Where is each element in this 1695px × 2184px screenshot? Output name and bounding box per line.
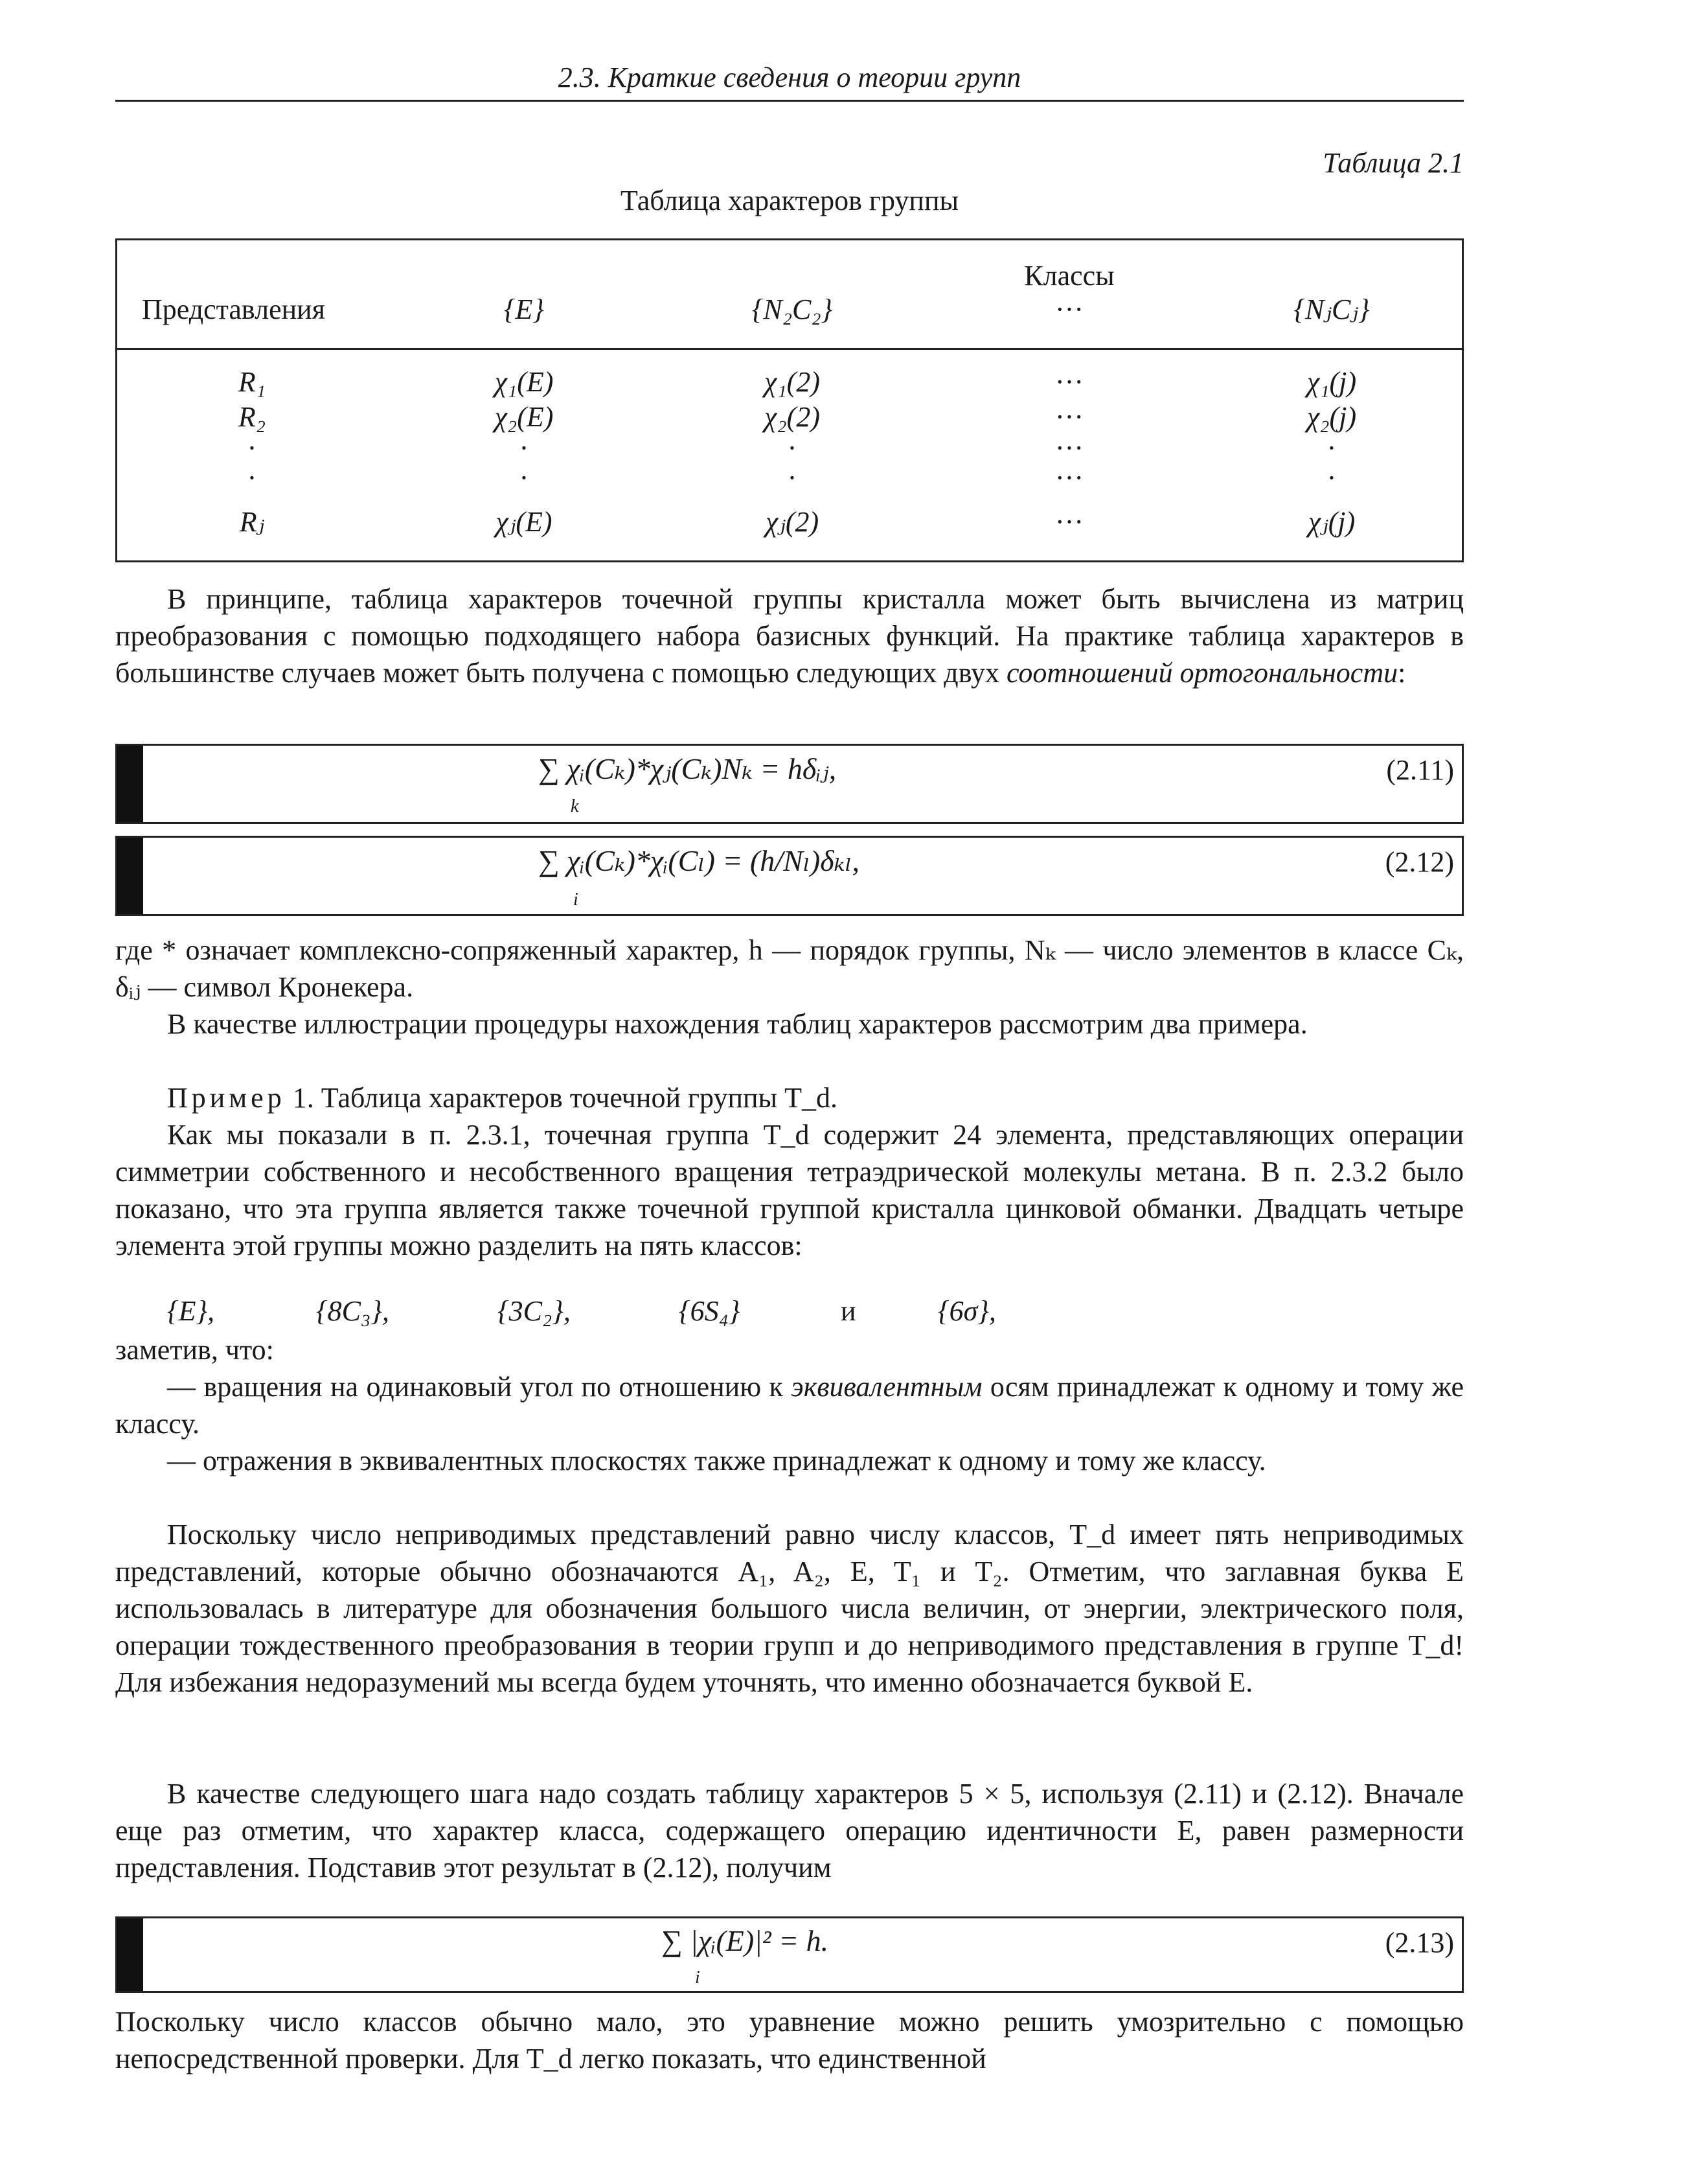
table-cell: · xyxy=(519,462,529,494)
equation-body: ∑ χᵢ(Cₖ)*χᵢ(Cₗ) = (h/Nₗ)δₖₗ, xyxy=(538,844,860,877)
table-cell: χ₂(2) xyxy=(764,401,820,433)
equation-number: (2.13) xyxy=(1385,1927,1454,1959)
paragraph-illustration: В качестве иллюстрации процедуры нахождения таблиц характеров рассмотрим два примера. xyxy=(167,1008,1308,1040)
equation-2-11 xyxy=(115,744,1464,824)
table-cell: ··· xyxy=(1055,366,1084,398)
table-cell: χ₂(E) xyxy=(494,401,554,433)
example-label: Пример xyxy=(167,1082,286,1114)
running-title: 2.3. Краткие сведения о теории групп xyxy=(558,62,1021,93)
table-cell: χ₁(2) xyxy=(764,366,820,398)
table-cell: ··· xyxy=(1055,432,1084,464)
character-table xyxy=(115,238,1464,562)
paragraph-noting: заметив, что: xyxy=(115,1334,274,1366)
equation-number: (2.11) xyxy=(1386,754,1454,786)
class-item: {3C₂}, xyxy=(497,1295,571,1327)
equation-number: (2.12) xyxy=(1385,846,1454,878)
paragraph-next-step: В качестве следующего шага надо создать таблицу характеров 5 × 5, используя (2.11) и (2.12). Вначале еще раз отметим, что характер класса, содержащего операцию идентичности E, равен размерности представления. Подставив этот результат в (2.12), получим xyxy=(115,1778,1464,1883)
emphasis-text: эквивалентным xyxy=(791,1371,983,1403)
class-item: и xyxy=(841,1295,856,1327)
classes-caption: Классы xyxy=(1024,260,1115,292)
table-cell: ··· xyxy=(1055,506,1084,538)
equation-body: ∑ χᵢ(Cₖ)*χⱼ(Cₖ)Nₖ = hδᵢⱼ, xyxy=(538,752,837,785)
paragraph-reflections: — отражения в эквивалентных плоскостях также принадлежат к одному и тому же классу. xyxy=(167,1445,1266,1477)
table-cell: ··· xyxy=(1055,462,1084,494)
table-cell: · xyxy=(247,462,257,494)
equation-body: ∑ |χᵢ(E)|² = h. xyxy=(661,1924,829,1957)
emphasis-text: соотношений ортогональности xyxy=(1006,657,1398,689)
table-number: Таблица 2.1 xyxy=(1323,147,1464,179)
table-cell: Rⱼ xyxy=(239,506,265,538)
table-cell: χ₁(j) xyxy=(1306,366,1357,398)
paragraph-intro xyxy=(115,580,1464,691)
table-cell: χⱼ(2) xyxy=(765,506,819,538)
table-cell: R₁ xyxy=(238,366,266,398)
paragraph-example xyxy=(115,1079,1464,1116)
table-header-rule xyxy=(117,348,1462,350)
paragraph-text: осям принадлежат к одному и тому же классу. xyxy=(115,1371,1464,1440)
equation-bar xyxy=(117,1918,143,1991)
col-header: ··· xyxy=(1055,293,1084,325)
paragraph-text: В принципе, таблица характеров точечной группы кристалла может быть вычислена из матриц преобразования с помощью подходящего набора базисных функций. На практике таблица характеров в большинстве случаев может быть получена с помощью следующих двух xyxy=(115,583,1464,689)
table-cell: R₂ xyxy=(238,401,266,433)
table-cell: · xyxy=(1326,432,1337,464)
sum-index: k xyxy=(571,796,579,816)
equation-bar xyxy=(117,746,143,822)
class-item: {8C₃}, xyxy=(316,1295,389,1327)
class-item: {E}, xyxy=(167,1295,215,1327)
table-cell: χ₁(E) xyxy=(494,366,554,398)
equation-2-13 xyxy=(115,1916,1464,1993)
paragraph-text: — вращения на одинаковый угол по отношению к xyxy=(167,1371,791,1403)
table-cell: χⱼ(E) xyxy=(495,506,552,538)
sum-index: i xyxy=(695,1968,700,1988)
paragraph-text: 1. Таблица характеров точечной группы T_d. xyxy=(285,1082,837,1114)
table-cell: χⱼ(j) xyxy=(1308,506,1356,538)
table-cell: · xyxy=(787,462,797,494)
class-item: {6σ}, xyxy=(938,1295,996,1327)
table-title: Таблица характеров группы xyxy=(620,185,959,216)
col-header: {NⱼCⱼ} xyxy=(1293,293,1370,325)
col-header: {N₂C₂} xyxy=(751,293,833,325)
header-rule xyxy=(115,100,1464,102)
table-cell: · xyxy=(519,432,529,464)
row-header: Представления xyxy=(142,293,325,325)
paragraph-irreps: Поскольку число неприводимых представлений равно числу классов, T_d имеет пять неприводимых представлений, которые обычно обозначаются A₁, A₂, E, T₁ и T₂. Отметим, что заглавная буква E использовалась в литературе для обозначения большого числа величин, от энергии, электрического поля, операции тождественного преобразования в теории групп и до неприводимого представления в группе T_d! Для избежания недоразумений мы всегда будем уточнять, что именно обозначается буквой E. xyxy=(115,1519,1464,1698)
paragraph-td-group: Как мы показали в п. 2.3.1, точечная группа T_d содержит 24 элемента, представляющих операции симметрии собственного и несобственного вращения тетраэдрической молекулы метана. В п. 2.3.2 было показано, что эта группа является также точечной группой кристалла цинковой обманки. Двадцать четыре элемента этой группы можно разделить на пять классов: xyxy=(115,1119,1464,1261)
sum-index: i xyxy=(573,890,578,910)
paragraph-where: где * означает комплексно-сопряженный характер, h — порядок группы, Nₖ — число элементов в классе Cₖ, δᵢⱼ — символ Кронекера. xyxy=(115,934,1464,1003)
paragraph-conclusion: Поскольку число классов обычно мало, это уравнение можно решить умозрительно с помощью непосредственной проверки. Для T_d легко показать, что единственной xyxy=(115,2006,1464,2075)
col-header: {E} xyxy=(503,293,545,325)
equation-2-12 xyxy=(115,836,1464,916)
paragraph-text: : xyxy=(1398,657,1406,689)
table-cell: · xyxy=(1326,462,1337,494)
class-item: {6S₄} xyxy=(679,1295,740,1327)
table-cell: · xyxy=(247,432,257,464)
paragraph-rotations xyxy=(115,1368,1464,1442)
table-cell: ··· xyxy=(1055,401,1084,433)
equation-bar xyxy=(117,838,143,914)
table-cell: · xyxy=(787,432,797,464)
table-cell: χ₂(j) xyxy=(1306,401,1357,433)
